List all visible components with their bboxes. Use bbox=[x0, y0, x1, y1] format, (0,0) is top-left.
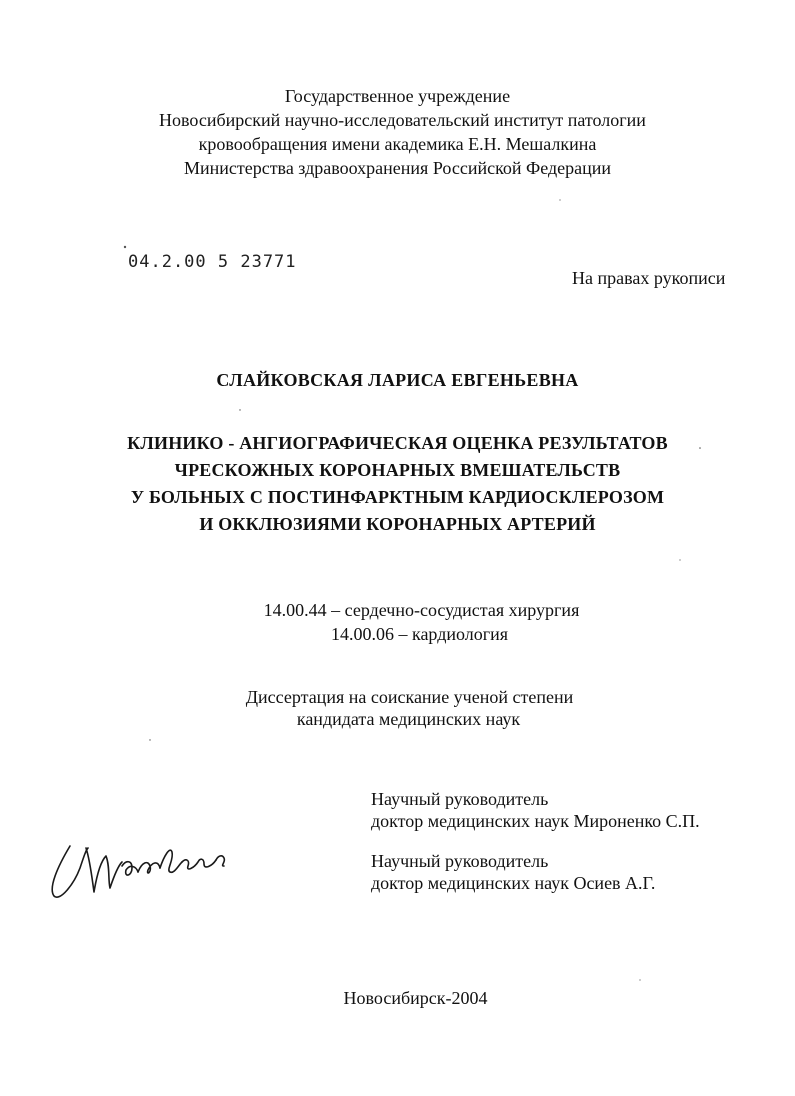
title-line: И ОККЛЮЗИЯМИ КОРОНАРНЫХ АРТЕРИЙ bbox=[199, 514, 596, 534]
specialty-line: 14.00.44 – сердечно-сосудистая хирургия bbox=[263, 600, 580, 620]
specialty-line: 14.00.06 – кардиология bbox=[330, 624, 509, 644]
institution-line: Министерства здравоохранения Российской Федерации bbox=[183, 158, 612, 178]
title-line: У БОЛЬНЫХ С ПОСТИНФАРКТНЫМ КАРДИОСКЛЕРОЗОМ bbox=[130, 487, 665, 507]
dissertation-title bbox=[0, 430, 795, 538]
author-name: СЛАЙКОВСКАЯ ЛАРИСА ЕВГЕНЬЕВНА bbox=[216, 370, 579, 390]
handwritten-signature-icon bbox=[40, 826, 240, 916]
supervisor-block bbox=[371, 788, 700, 832]
institution-line: Новосибирский научно-исследовательский институт патологии bbox=[159, 110, 646, 130]
supervisor-role: Научный руководитель bbox=[371, 851, 549, 871]
institution-line: кровообращения имени академика Е.Н. Мешалкина bbox=[198, 134, 597, 154]
title-line: ЧРЕСКОЖНЫХ КОРОНАРНЫХ ВМЕШАТЕЛЬСТВ bbox=[174, 460, 621, 480]
manuscript-rights-label: На правах рукописи bbox=[572, 268, 726, 288]
supervisor-name: доктор медицинских наук Осиев А.Г. bbox=[371, 873, 656, 893]
title-line: КЛИНИКО - АНГИОГРАФИЧЕСКАЯ ОЦЕНКА РЕЗУЛЬТАТОВ bbox=[127, 433, 668, 453]
specialty-codes bbox=[0, 598, 795, 646]
supervisor-block bbox=[371, 850, 655, 894]
city-year: Новосибирск-2004 bbox=[343, 988, 488, 1008]
registration-stamp-number: 04.2.00 5 23771 bbox=[128, 252, 297, 272]
institution-line: Государственное учреждение bbox=[284, 86, 511, 106]
degree-line: кандидата медицинских наук bbox=[296, 709, 521, 729]
institution-header bbox=[0, 84, 795, 180]
degree-line: Диссертация на соискание ученой степени bbox=[245, 687, 574, 707]
degree-statement bbox=[0, 686, 795, 730]
supervisor-role: Научный руководитель bbox=[371, 789, 549, 809]
supervisor-name: доктор медицинских наук Мироненко С.П. bbox=[371, 811, 700, 831]
